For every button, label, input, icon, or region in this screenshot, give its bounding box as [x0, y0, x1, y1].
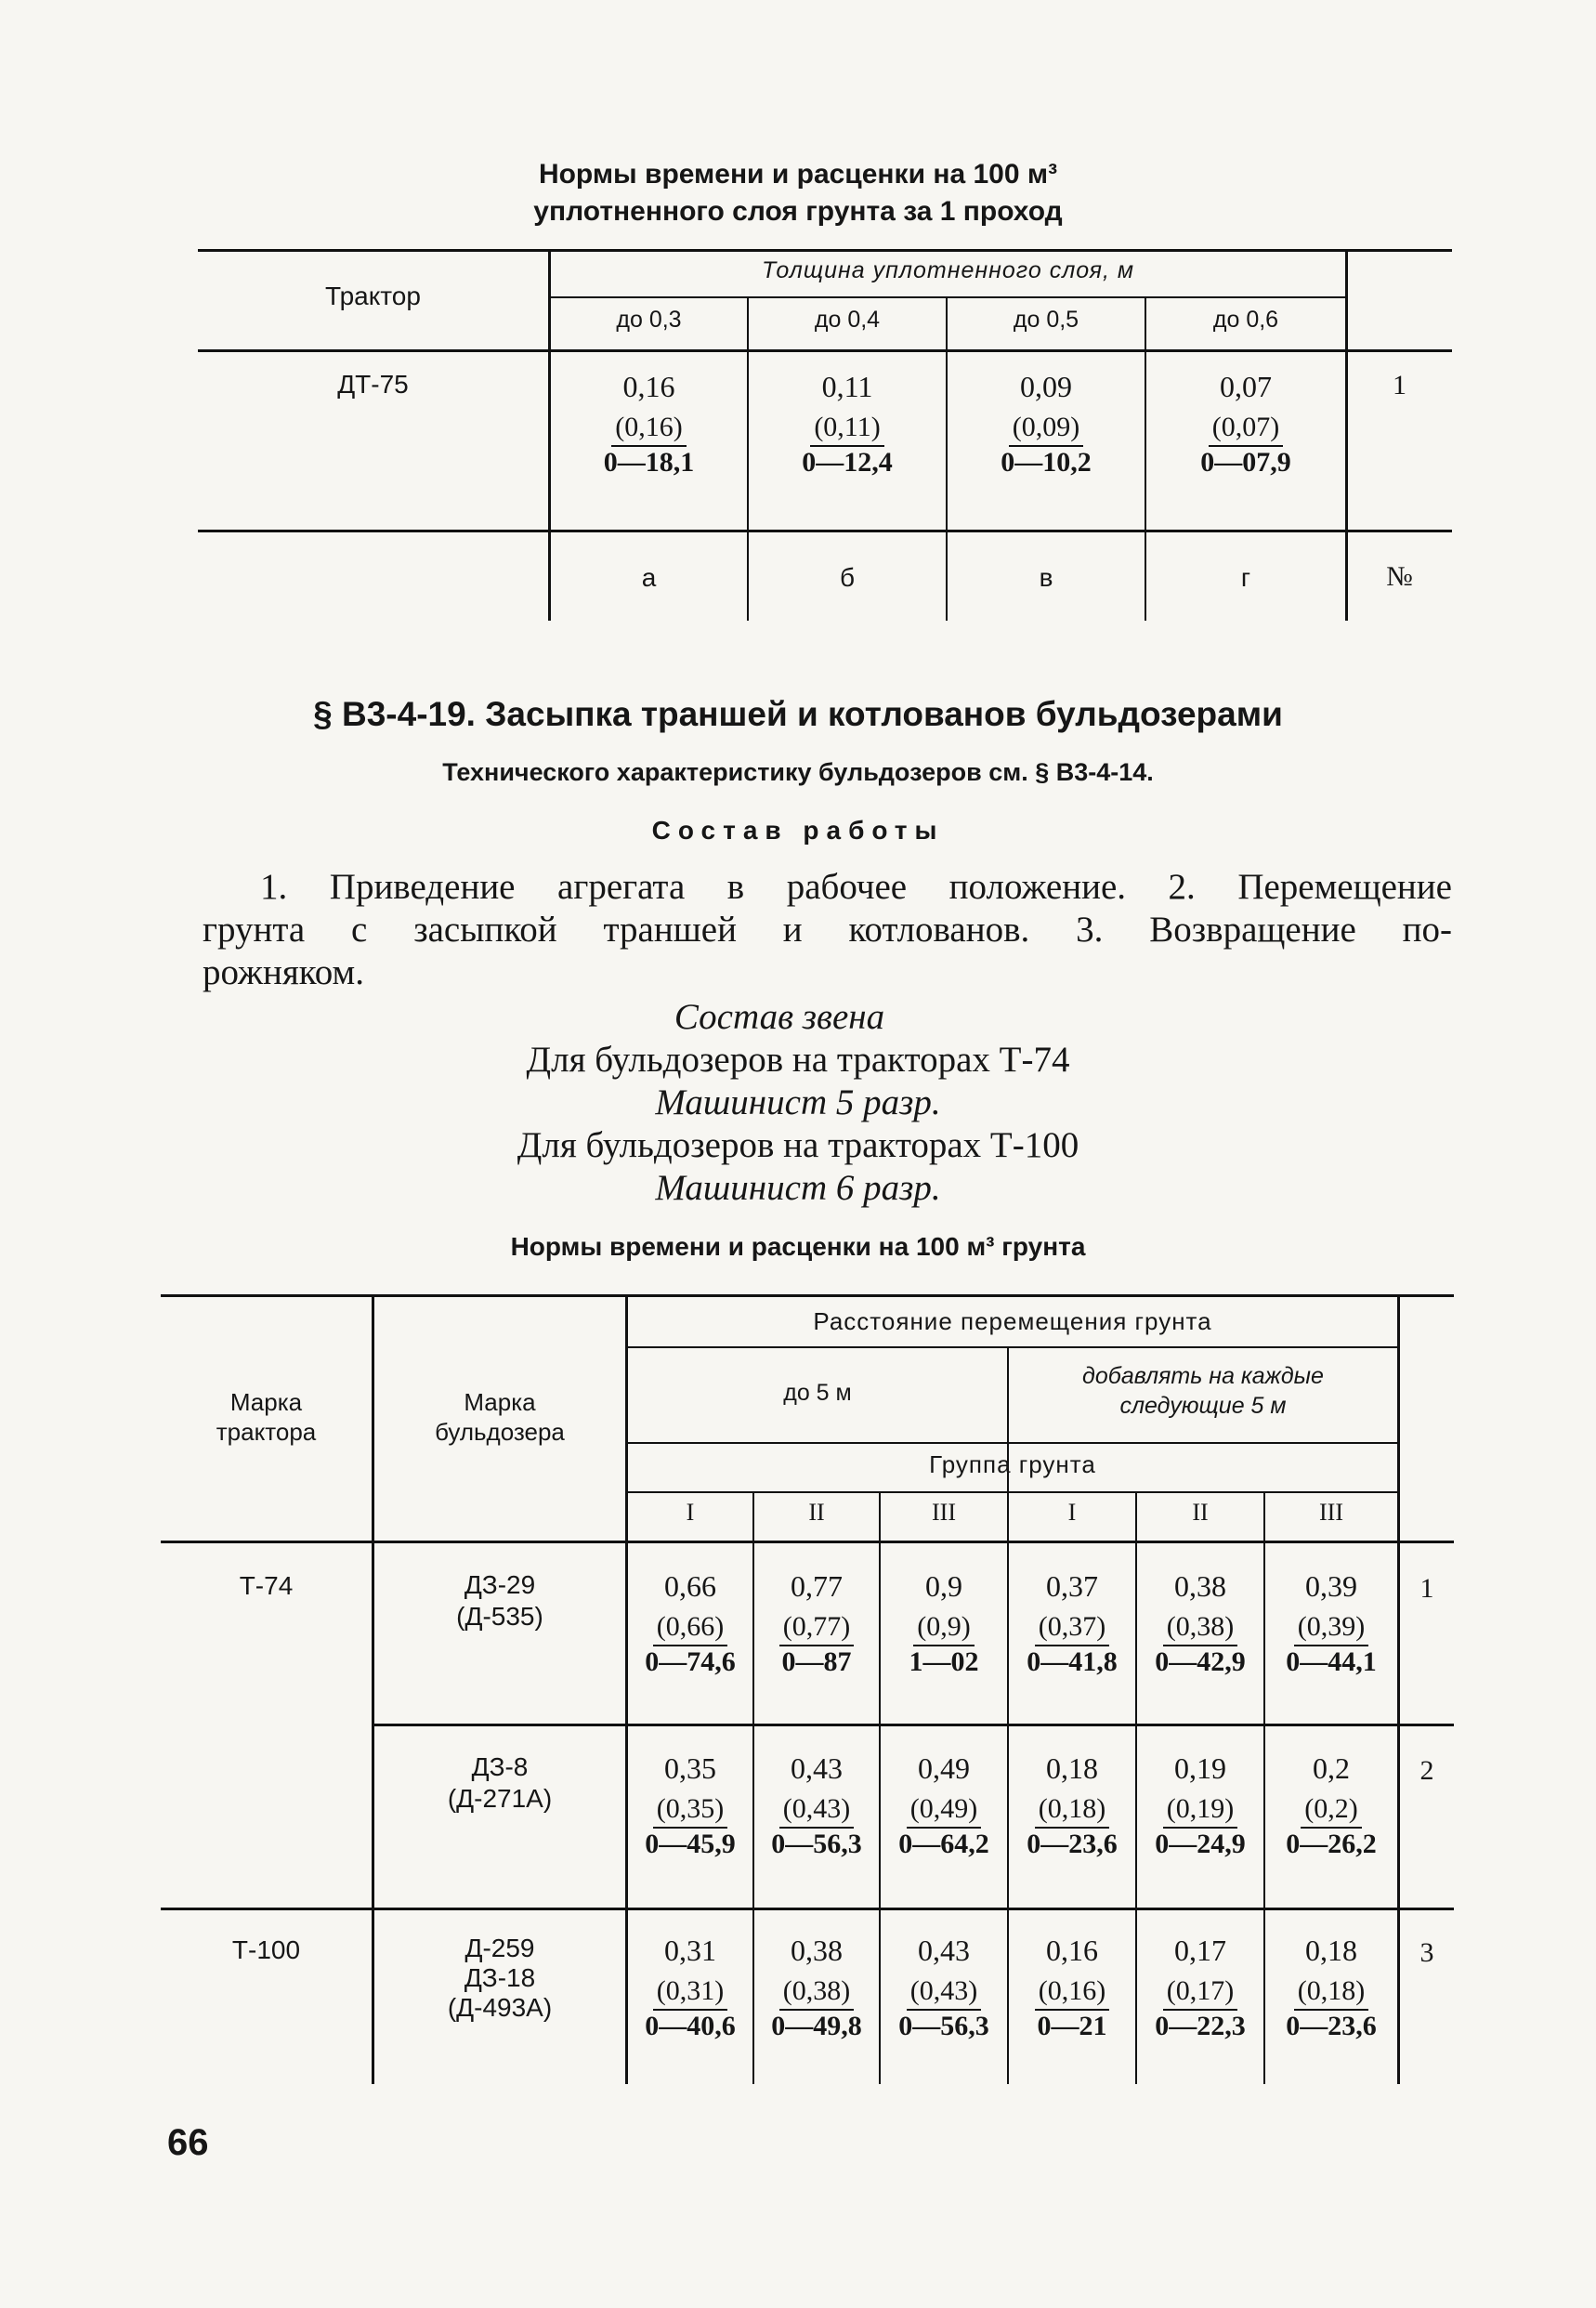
norm-value: 0,16 [1046, 1934, 1098, 1967]
price-value: 0—18,1 [603, 447, 695, 478]
paren-value: (0,16) [611, 410, 686, 447]
table2-header-upto5: до 5 м [783, 1380, 852, 1406]
table2-cell [754, 1751, 879, 1860]
table2-cell [754, 1569, 879, 1678]
paren-value: (0,19) [1163, 1791, 1237, 1829]
table1-row-tractor: ДТ-75 [337, 370, 409, 399]
norm-value: 0,31 [664, 1934, 716, 1967]
table2-cell [1265, 1751, 1397, 1860]
price-value: 0—56,3 [898, 2011, 989, 2041]
price-value: 0—40,6 [645, 2011, 736, 2041]
price-value: 0—87 [781, 1646, 852, 1677]
table2-cell [628, 1569, 752, 1678]
work-line-1: 1. Приведение агрегата в рабочее положение. 2. Перемещение [260, 867, 1452, 907]
norm-value: 0,18 [1046, 1751, 1098, 1785]
table2 [161, 1294, 1454, 2084]
table1-title [0, 156, 1596, 230]
table2-cell [1137, 1569, 1263, 1678]
norm-value: 0,43 [791, 1751, 843, 1785]
table2-row-number: 3 [1419, 1937, 1434, 1968]
table2-header-distance: Расстояние перемещения грунта [813, 1307, 1212, 1335]
norm-value: 0,16 [622, 370, 675, 403]
table1-cell [749, 370, 946, 479]
table2-group-col: II [1192, 1499, 1209, 1526]
paren-value: (0,07) [1209, 410, 1283, 447]
paren-value: (0,11) [810, 410, 883, 447]
norm-value: 0,07 [1220, 370, 1272, 403]
table2-row-bulldozer [374, 1751, 625, 1815]
price-value: 0—44,1 [1286, 1646, 1377, 1677]
section-heading: § В3-4-19. Засыпка траншей и котлованов бульдозерами [313, 695, 1283, 733]
table2-group-col: II [808, 1499, 825, 1526]
work-paragraph [203, 866, 1452, 994]
price-value: 0—45,9 [645, 1829, 736, 1859]
paren-value: (0,9) [913, 1609, 974, 1646]
table2-col-tractor: Марка трактора [216, 1388, 317, 1446]
table2-row-number: 1 [1419, 1573, 1434, 1604]
table1-col-1: до 0,3 [616, 307, 682, 333]
paren-value: (0,35) [653, 1791, 727, 1829]
norm-value: 0,38 [1174, 1569, 1226, 1603]
table2-row-tractor: Т-74 [239, 1571, 294, 1600]
paren-value: (0,49) [907, 1791, 981, 1829]
bulldozer-line: ДЗ-8 [471, 1752, 529, 1781]
bulldozer-line: ДЗ-18 [464, 1963, 536, 1992]
bulldozer-line: (Д-535) [456, 1602, 543, 1631]
table1-footer-letter: б [839, 563, 856, 592]
table2-cell [628, 1751, 752, 1860]
norm-value: 0,35 [664, 1751, 716, 1785]
table2-row-number: 2 [1419, 1755, 1434, 1786]
paren-value: (0,37) [1035, 1609, 1109, 1646]
crew-heading: Состав звена [674, 997, 885, 1037]
table2-title: Нормы времени и расценки на 100 м³ грунта [510, 1232, 1086, 1261]
paren-value: (0,17) [1163, 1974, 1237, 2011]
table1-cell [948, 370, 1145, 479]
norm-value: 0,77 [791, 1569, 843, 1603]
paren-value: (0,18) [1035, 1791, 1109, 1829]
section-reference: Технического характеристику бульдозеров см. § В3-4-14. [442, 758, 1154, 786]
norm-value: 0,11 [821, 370, 873, 403]
table2-cell [1009, 1569, 1135, 1678]
table1-header-group: Толщина уплотненного слоя, м [761, 257, 1135, 283]
price-value: 0—22,3 [1155, 2011, 1246, 2041]
bulldozer-line: ДЗ-29 [464, 1570, 536, 1599]
bulldozer-line: Д-259 [464, 1934, 535, 1962]
table2-header-group: Группа грунта [929, 1450, 1096, 1478]
norm-value: 0,49 [918, 1751, 970, 1785]
table2-cell [628, 1934, 752, 2042]
table2-cell [1265, 1934, 1397, 2042]
price-value: 0—74,6 [645, 1646, 736, 1677]
norm-value: 0,38 [791, 1934, 843, 1967]
paren-value: (0,66) [653, 1609, 727, 1646]
table2-row-tractor: Т-100 [231, 1935, 301, 1964]
price-value: 0—23,6 [1027, 1829, 1118, 1859]
work-heading: Состав работы [651, 816, 945, 845]
table2-cell [881, 1751, 1007, 1860]
price-value: 0—56,3 [771, 1829, 862, 1859]
table1-row-number: 1 [1393, 370, 1406, 400]
table2-cell [1137, 1934, 1263, 2042]
work-line-3: рожняком. [203, 952, 364, 992]
price-value: 0—49,8 [771, 2011, 862, 2041]
price-value: 0—07,9 [1200, 447, 1291, 478]
price-value: 0—21 [1037, 2011, 1107, 2041]
paren-value: (0,38) [779, 1974, 854, 2011]
price-value: 0—42,9 [1155, 1646, 1246, 1677]
table1-footer-letter: а [641, 563, 657, 592]
price-value: 0—24,9 [1155, 1829, 1246, 1859]
table2-col-bulldozer: Марка бульдозера [435, 1388, 565, 1446]
table1-footer-letter: г [1240, 563, 1251, 592]
paren-value: (0,38) [1163, 1609, 1237, 1646]
table2-row-bulldozer [374, 1569, 625, 1633]
table2-cell [1009, 1751, 1135, 1860]
paren-value: (0,18) [1294, 1974, 1368, 2011]
norm-value: 0,17 [1174, 1934, 1226, 1967]
table2-header-add: добавлять на каждые следующие 5 м [1082, 1363, 1324, 1419]
table1-col-tractor: Трактор [325, 282, 421, 310]
norm-value: 0,43 [918, 1934, 970, 1967]
table2-cell [881, 1569, 1007, 1678]
table2-group-col: I [1067, 1499, 1077, 1526]
table2-group-col: I [686, 1499, 695, 1526]
paren-value: (0,39) [1294, 1609, 1368, 1646]
table2-cell [754, 1934, 879, 2042]
norm-value: 0,18 [1305, 1934, 1357, 1967]
table1-title-line1: Нормы времени и расценки на 100 м³ [538, 159, 1058, 190]
table2-cell [1265, 1569, 1397, 1678]
table1-col-2: до 0,4 [814, 307, 881, 333]
price-value: 0—41,8 [1027, 1646, 1118, 1677]
norm-value: 0,19 [1174, 1751, 1226, 1785]
price-value: 0—12,4 [802, 447, 893, 478]
crew-line-4: Машинист 6 разр. [655, 1168, 941, 1208]
table2-group-col: III [1319, 1499, 1343, 1526]
table2-cell [1009, 1934, 1135, 2042]
table2-cell [881, 1934, 1007, 2042]
price-value: 0—26,2 [1286, 1829, 1377, 1859]
work-line-2: грунта с засыпкой траншей и котлованов. 3. Возвращение по- [203, 910, 1452, 950]
paren-value: (0,31) [653, 1974, 727, 2011]
norm-value: 0,39 [1305, 1569, 1357, 1603]
table2-row-bulldozer [374, 1934, 625, 2023]
paren-value: (0,77) [779, 1609, 854, 1646]
norm-value: 0,37 [1046, 1569, 1098, 1603]
table1-cell [551, 370, 747, 479]
crew-line-2: Машинист 5 разр. [655, 1082, 941, 1122]
paren-value: (0,2) [1301, 1791, 1361, 1829]
table1-col-4: до 0,6 [1212, 307, 1279, 333]
table1-footer-number-sign: № [1386, 561, 1413, 592]
paren-value: (0,16) [1035, 1974, 1109, 2011]
table1 [198, 249, 1452, 621]
crew-line-1: Для бульдозеров на тракторах Т-74 [526, 1040, 1070, 1080]
table1-cell [1146, 370, 1345, 479]
price-value: 0—10,2 [1001, 447, 1092, 478]
table1-col-3: до 0,5 [1013, 307, 1079, 333]
norm-value: 0,66 [664, 1569, 716, 1603]
bulldozer-line: (Д-271А) [447, 1784, 553, 1813]
price-value: 1—02 [909, 1646, 979, 1677]
price-value: 0—64,2 [898, 1829, 989, 1859]
table2-group-col: III [932, 1499, 956, 1526]
norm-value: 0,9 [925, 1569, 962, 1603]
crew-block [0, 996, 1596, 1210]
norm-value: 0,09 [1020, 370, 1072, 403]
bulldozer-line: (Д-493А) [447, 1993, 553, 2022]
norm-value: 0,2 [1313, 1751, 1350, 1785]
paren-value: (0,09) [1009, 410, 1083, 447]
table1-title-line2: уплотненного слоя грунта за 1 проход [533, 196, 1063, 227]
page-number: 66 [167, 2122, 209, 2163]
paren-value: (0,43) [907, 1974, 981, 2011]
crew-line-3: Для бульдозеров на тракторах Т-100 [517, 1125, 1079, 1165]
table2-cell [1137, 1751, 1263, 1860]
price-value: 0—23,6 [1286, 2011, 1377, 2041]
table1-footer-letter: в [1039, 563, 1053, 592]
paren-value: (0,43) [779, 1791, 854, 1829]
